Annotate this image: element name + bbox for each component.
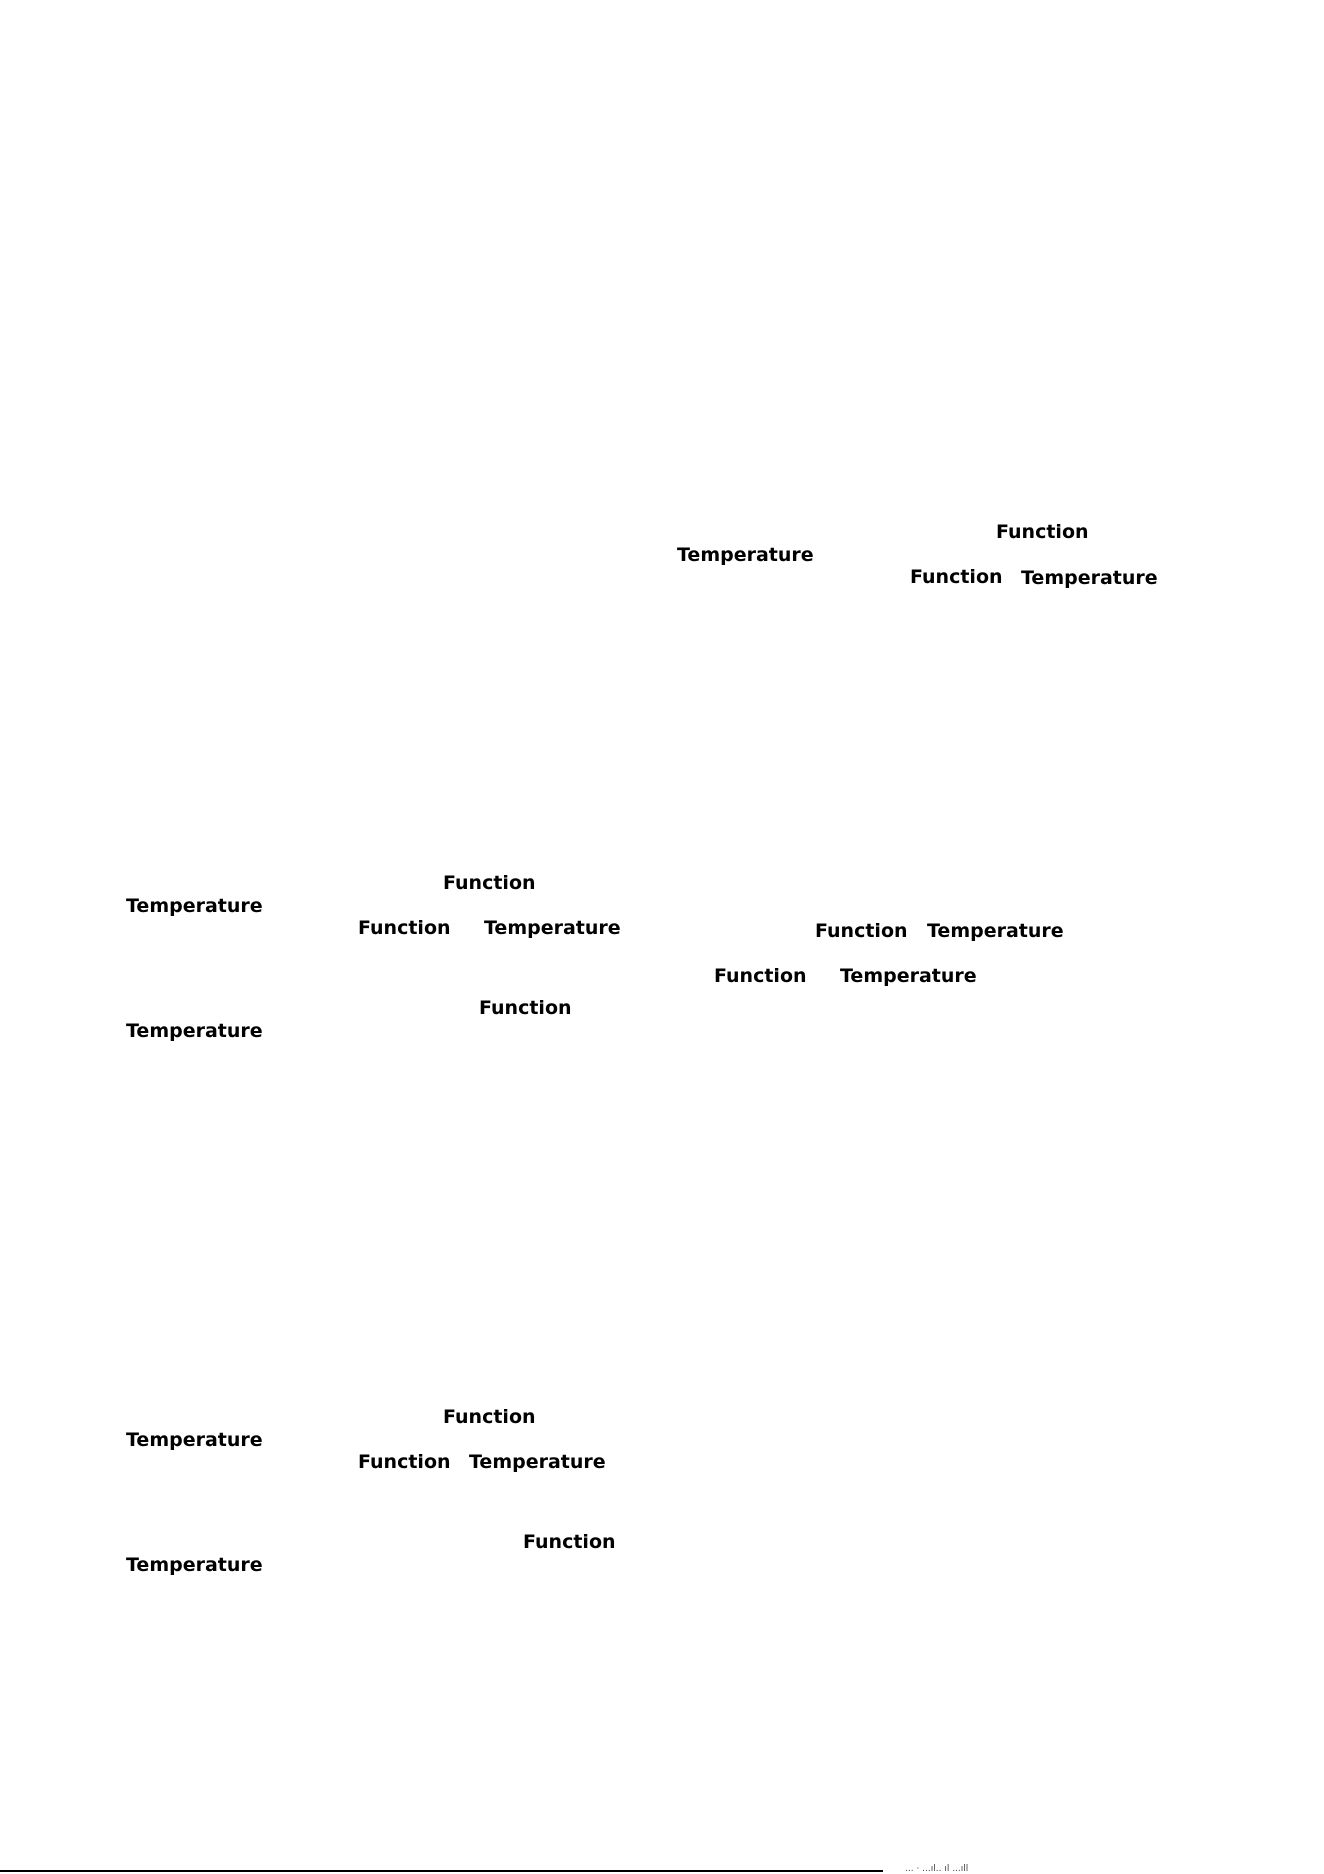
keyword-function: Function <box>910 566 1003 588</box>
footer-note: ... · ...ıl.. ıl ...ıll <box>905 1864 969 1874</box>
keyword-function: Function <box>443 1406 536 1428</box>
keyword-temperature: Temperature <box>677 544 814 566</box>
keyword-function: Function <box>358 917 451 939</box>
keyword-function: Function <box>714 965 807 987</box>
keyword-function: Function <box>358 1451 451 1473</box>
keyword-temperature: Temperature <box>126 1429 263 1451</box>
keyword-temperature: Temperature <box>126 1554 263 1576</box>
keyword-function: Function <box>523 1531 616 1553</box>
keyword-temperature: Temperature <box>1021 567 1158 589</box>
keyword-function: Function <box>443 872 536 894</box>
keyword-temperature: Temperature <box>469 1451 606 1473</box>
keyword-temperature: Temperature <box>484 917 621 939</box>
keyword-function: Function <box>479 997 572 1019</box>
keyword-function: Function <box>815 920 908 942</box>
keyword-function: Function <box>996 521 1089 543</box>
keyword-temperature: Temperature <box>840 965 977 987</box>
keyword-temperature: Temperature <box>126 895 263 917</box>
keyword-temperature: Temperature <box>927 920 1064 942</box>
keyword-temperature: Temperature <box>126 1020 263 1042</box>
